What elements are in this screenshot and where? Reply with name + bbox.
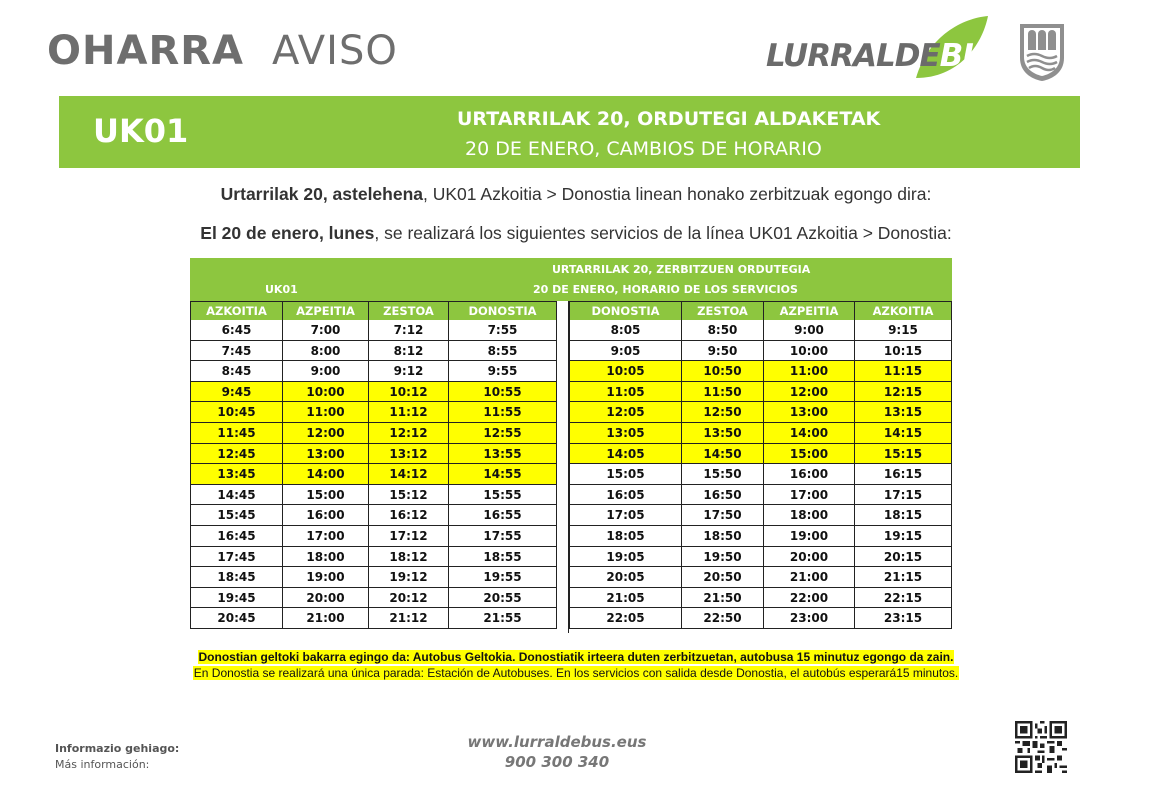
time-cell-outbound: 7:12 bbox=[369, 320, 449, 341]
time-cell-return: 21:05 bbox=[569, 588, 682, 609]
time-cell-outbound: 18:00 bbox=[283, 547, 369, 568]
time-cell-return: 15:00 bbox=[764, 444, 855, 465]
time-cell-outbound: 16:55 bbox=[449, 505, 557, 526]
time-cell-return: 22:05 bbox=[569, 608, 682, 629]
time-cell-return: 14:05 bbox=[569, 444, 682, 465]
time-cell-return: 16:50 bbox=[682, 485, 764, 506]
column-header-azpeitia-return: AZPEITIA bbox=[764, 301, 855, 320]
time-cell-outbound: 8:12 bbox=[369, 341, 449, 362]
time-cell-return: 14:15 bbox=[855, 423, 952, 444]
time-cell-outbound: 20:55 bbox=[449, 588, 557, 609]
time-cell-outbound: 13:00 bbox=[283, 444, 369, 465]
time-cell-return: 9:05 bbox=[569, 341, 682, 362]
time-cell-return: 16:05 bbox=[569, 485, 682, 506]
schedule-table bbox=[190, 258, 952, 633]
table-row bbox=[190, 423, 952, 444]
phone-number: 900 300 340 bbox=[504, 753, 610, 771]
column-header-zestoa-outbound: ZESTOA bbox=[369, 301, 449, 320]
time-cell-return: 10:15 bbox=[855, 341, 952, 362]
gipuzkoa-crest-icon bbox=[1017, 22, 1067, 82]
time-cell-return: 19:05 bbox=[569, 547, 682, 568]
time-cell-outbound: 20:12 bbox=[369, 588, 449, 609]
time-cell-return: 9:50 bbox=[682, 341, 764, 362]
lurraldebus-logo bbox=[760, 16, 1008, 92]
time-cell-return: 17:50 bbox=[682, 505, 764, 526]
time-cell-return: 21:00 bbox=[764, 567, 855, 588]
website-link[interactable]: www.lurraldebus.eus bbox=[467, 733, 647, 751]
column-header-azkoitia-return: AZKOITIA bbox=[855, 301, 952, 320]
line-code: UK01 bbox=[93, 112, 189, 150]
intro-es-rest: , se realizará los siguientes servicios de la línea UK01 Azkoitia > Donostia: bbox=[374, 223, 952, 243]
time-cell-outbound: 14:00 bbox=[283, 464, 369, 485]
time-cell-outbound: 14:45 bbox=[190, 485, 283, 506]
schedule-title-eu: URTARRILAK 20, ZERBITZUEN ORDUTEGIA bbox=[552, 263, 811, 276]
column-header-azkoitia-outbound: AZKOITIA bbox=[190, 301, 283, 320]
time-cell-return: 20:15 bbox=[855, 547, 952, 568]
time-cell-return: 21:15 bbox=[855, 567, 952, 588]
time-cell-outbound: 12:12 bbox=[369, 423, 449, 444]
time-cell-outbound: 18:12 bbox=[369, 547, 449, 568]
time-cell-outbound: 16:12 bbox=[369, 505, 449, 526]
time-cell-outbound: 7:45 bbox=[190, 341, 283, 362]
brand-wordmark bbox=[766, 38, 1008, 74]
schedule-title-es: 20 DE ENERO, HORARIO DE LOS SERVICIOS bbox=[533, 283, 798, 296]
table-row bbox=[190, 485, 952, 506]
title-row bbox=[47, 24, 398, 74]
time-cell-outbound: 14:55 bbox=[449, 464, 557, 485]
time-cell-outbound: 8:55 bbox=[449, 341, 557, 362]
time-cell-return: 13:15 bbox=[855, 402, 952, 423]
time-cell-return: 13:05 bbox=[569, 423, 682, 444]
time-cell-return: 22:15 bbox=[855, 588, 952, 609]
notice-eu-text: Donostian geltoki bakarra egingo da: Autobus Geltokia. Donostiatik irteera duten zerbitzuetan, autobusa 15 minutuz egongo da zain. bbox=[198, 650, 954, 664]
time-cell-return: 12:00 bbox=[764, 382, 855, 403]
table-row bbox=[190, 567, 952, 588]
column-headers bbox=[190, 301, 952, 320]
time-cell-return: 18:05 bbox=[569, 526, 682, 547]
more-info-es: Más información: bbox=[55, 758, 150, 771]
time-cell-return: 18:50 bbox=[682, 526, 764, 547]
time-cell-outbound: 8:45 bbox=[190, 361, 283, 382]
time-cell-return: 15:15 bbox=[855, 444, 952, 465]
time-cell-outbound: 19:12 bbox=[369, 567, 449, 588]
time-cell-outbound: 8:00 bbox=[283, 341, 369, 362]
time-cell-outbound: 10:00 bbox=[283, 382, 369, 403]
table-row bbox=[190, 402, 952, 423]
time-cell-outbound: 17:12 bbox=[369, 526, 449, 547]
time-cell-outbound: 14:12 bbox=[369, 464, 449, 485]
time-cell-return: 23:15 bbox=[855, 608, 952, 629]
time-cell-return: 9:15 bbox=[855, 320, 952, 341]
time-cell-outbound: 21:00 bbox=[283, 608, 369, 629]
column-header-azpeitia-outbound: AZPEITIA bbox=[283, 301, 369, 320]
time-cell-return: 20:50 bbox=[682, 567, 764, 588]
table-row bbox=[190, 608, 952, 629]
time-cell-return: 12:50 bbox=[682, 402, 764, 423]
time-cell-return: 18:00 bbox=[764, 505, 855, 526]
time-cell-outbound: 12:55 bbox=[449, 423, 557, 444]
intro-eu-rest: , UK01 Azkoitia > Donostia linean honako zerbitzuak egongo dira: bbox=[423, 184, 932, 204]
more-info-eu: Informazio gehiago: bbox=[55, 742, 180, 755]
time-cell-return: 23:00 bbox=[764, 608, 855, 629]
notice-title-eu: OHARRA bbox=[47, 28, 244, 74]
time-cell-return: 17:15 bbox=[855, 485, 952, 506]
column-header-donostia-outbound: DONOSTIA bbox=[449, 301, 557, 320]
time-cell-return: 18:15 bbox=[855, 505, 952, 526]
time-cell-return: 11:00 bbox=[764, 361, 855, 382]
banner-title-es: 20 DE ENERO, CAMBIOS DE HORARIO bbox=[465, 138, 822, 160]
time-cell-outbound: 16:00 bbox=[283, 505, 369, 526]
time-cell-return: 17:05 bbox=[569, 505, 682, 526]
table-row bbox=[190, 547, 952, 568]
time-cell-return: 13:50 bbox=[682, 423, 764, 444]
time-cell-outbound: 20:00 bbox=[283, 588, 369, 609]
time-cell-return: 11:15 bbox=[855, 361, 952, 382]
time-cell-outbound: 12:00 bbox=[283, 423, 369, 444]
table-row bbox=[190, 361, 952, 382]
intro-eu-bold: Urtarrilak 20, astelehena bbox=[220, 184, 424, 204]
time-cell-return: 13:00 bbox=[764, 402, 855, 423]
time-cell-outbound: 11:45 bbox=[190, 423, 283, 444]
time-cell-outbound: 11:00 bbox=[283, 402, 369, 423]
time-cell-return: 14:50 bbox=[682, 444, 764, 465]
time-cell-outbound: 9:12 bbox=[369, 361, 449, 382]
time-cell-outbound: 21:12 bbox=[369, 608, 449, 629]
schedule-line-label: UK01 bbox=[265, 283, 298, 296]
qr-code-icon[interactable] bbox=[1015, 721, 1067, 773]
table-row bbox=[190, 526, 952, 547]
time-cell-return: 15:50 bbox=[682, 464, 764, 485]
time-cell-outbound: 11:55 bbox=[449, 402, 557, 423]
time-cell-outbound: 19:55 bbox=[449, 567, 557, 588]
table-row bbox=[190, 382, 952, 403]
intro-text-es bbox=[0, 223, 1152, 244]
time-cell-outbound: 7:00 bbox=[283, 320, 369, 341]
time-cell-return: 19:50 bbox=[682, 547, 764, 568]
table-row bbox=[190, 341, 952, 362]
time-cell-outbound: 11:12 bbox=[369, 402, 449, 423]
time-cell-outbound: 7:55 bbox=[449, 320, 557, 341]
time-cell-outbound: 10:12 bbox=[369, 382, 449, 403]
time-cell-return: 16:00 bbox=[764, 464, 855, 485]
time-cell-return: 10:50 bbox=[682, 361, 764, 382]
time-cell-return: 20:00 bbox=[764, 547, 855, 568]
time-cell-outbound: 12:45 bbox=[190, 444, 283, 465]
time-cell-return: 10:05 bbox=[569, 361, 682, 382]
time-cell-outbound: 15:55 bbox=[449, 485, 557, 506]
time-cell-outbound: 15:12 bbox=[369, 485, 449, 506]
time-cell-return: 16:15 bbox=[855, 464, 952, 485]
column-header-donostia-return: DONOSTIA bbox=[569, 301, 682, 320]
time-cell-outbound: 19:00 bbox=[283, 567, 369, 588]
time-cell-return: 8:05 bbox=[569, 320, 682, 341]
time-cell-return: 22:50 bbox=[682, 608, 764, 629]
time-cell-outbound: 17:00 bbox=[283, 526, 369, 547]
column-header-zestoa-return: ZESTOA bbox=[682, 301, 764, 320]
time-cell-return: 12:15 bbox=[855, 382, 952, 403]
table-row bbox=[190, 588, 952, 609]
time-cell-return: 9:00 bbox=[764, 320, 855, 341]
time-cell-outbound: 18:45 bbox=[190, 567, 283, 588]
time-cell-return: 21:50 bbox=[682, 588, 764, 609]
time-cell-return: 10:00 bbox=[764, 341, 855, 362]
time-cell-return: 12:05 bbox=[569, 402, 682, 423]
notice-es bbox=[0, 664, 1152, 682]
table-row bbox=[190, 505, 952, 526]
time-cell-outbound: 18:55 bbox=[449, 547, 557, 568]
time-cell-outbound: 9:45 bbox=[190, 382, 283, 403]
time-cell-return: 20:05 bbox=[569, 567, 682, 588]
intro-text-eu bbox=[0, 184, 1152, 205]
time-cell-outbound: 9:55 bbox=[449, 361, 557, 382]
time-cell-return: 14:00 bbox=[764, 423, 855, 444]
time-cell-outbound: 15:00 bbox=[283, 485, 369, 506]
time-cell-outbound: 10:55 bbox=[449, 382, 557, 403]
time-cell-outbound: 17:55 bbox=[449, 526, 557, 547]
time-cell-return: 11:05 bbox=[569, 382, 682, 403]
time-cell-outbound: 9:00 bbox=[283, 361, 369, 382]
time-cell-outbound: 13:45 bbox=[190, 464, 283, 485]
time-cell-outbound: 13:12 bbox=[369, 444, 449, 465]
time-cell-outbound: 6:45 bbox=[190, 320, 283, 341]
notice-title-es: AVISO bbox=[272, 28, 398, 74]
time-cell-return: 15:05 bbox=[569, 464, 682, 485]
time-cell-outbound: 21:55 bbox=[449, 608, 557, 629]
time-cell-outbound: 17:45 bbox=[190, 547, 283, 568]
time-cell-return: 19:15 bbox=[855, 526, 952, 547]
line-banner bbox=[59, 96, 1080, 168]
time-cell-outbound: 13:55 bbox=[449, 444, 557, 465]
intro-es-bold: El 20 de enero, lunes bbox=[200, 223, 375, 243]
time-cell-return: 19:00 bbox=[764, 526, 855, 547]
schedule-header bbox=[190, 258, 952, 301]
brand-prefix: LURRALDE bbox=[766, 38, 940, 74]
banner-title-eu: URTARRILAK 20, ORDUTEGI ALDAKETAK bbox=[457, 108, 881, 130]
time-cell-outbound: 20:45 bbox=[190, 608, 283, 629]
time-cell-return: 11:50 bbox=[682, 382, 764, 403]
time-cell-outbound: 15:45 bbox=[190, 505, 283, 526]
time-cell-outbound: 16:45 bbox=[190, 526, 283, 547]
table-row bbox=[190, 320, 952, 341]
notice-es-text: En Donostia se realizará una única parada: Estación de Autobuses. En los servicios con salida desde Donostia, el autobús esperará15 minutos. bbox=[193, 666, 959, 680]
time-cell-return: 17:00 bbox=[764, 485, 855, 506]
time-cell-return: 8:50 bbox=[682, 320, 764, 341]
table-row bbox=[190, 464, 952, 485]
time-cell-outbound: 19:45 bbox=[190, 588, 283, 609]
brand-suffix: BUS bbox=[939, 38, 1008, 74]
time-cell-outbound: 10:45 bbox=[190, 402, 283, 423]
table-row bbox=[190, 444, 952, 465]
time-cell-return: 22:00 bbox=[764, 588, 855, 609]
